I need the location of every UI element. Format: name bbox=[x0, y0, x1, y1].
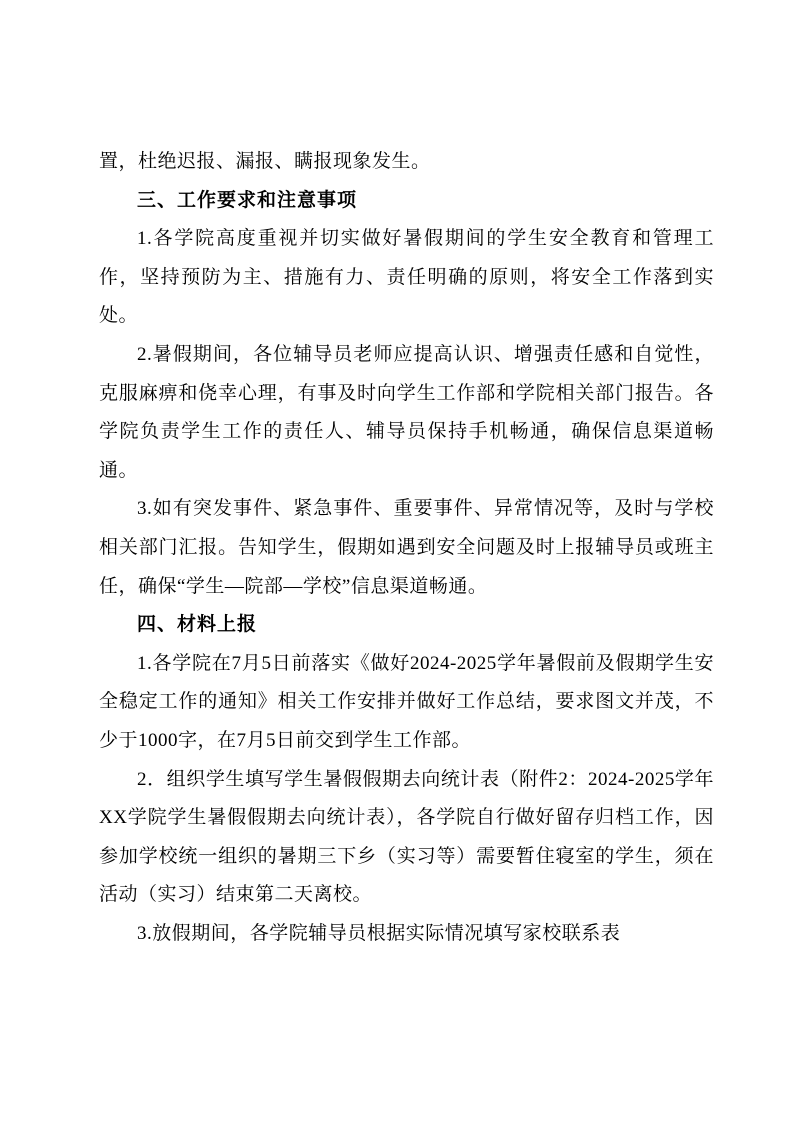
paragraph-item-2: 2.暑假期间，各位辅导员老师应提高认识、增强责任感和自觉性，克服麻痹和侥幸心理，有事及时向学生工作部和学院相关部门报告。各学院负责学生工作的责任人、辅导员保持手机畅通，确保信息渠道畅通。 bbox=[99, 343, 714, 481]
paragraph-item-1: 1.各学院高度重视并切实做好暑假期间的学生安全教育和管理工作，坚持预防为主、措施有力、责任明确的原则，将安全工作落到实处。 bbox=[99, 228, 714, 327]
paragraph-item-5: 2．组织学生填写学生暑假假期去向统计表（附件2：2024-2025学年XX学院学生暑假假期去向统计表），各学院自行做好留存归档工作，因参加学校统一组织的暑期三下乡（实习等）需要暂住寝室的学生，须在活动（实习）结束第二天离校。 bbox=[99, 768, 714, 906]
paragraph-item-4: 1.各学院在7月5日前落实《做好2024-2025学年暑假前及假期学生安全稳定工作的通知》相关工作安排并做好工作总结，要求图文并茂，不少于1000字，在7月5日前交到学生工作部。 bbox=[99, 652, 714, 751]
paragraph-continuation: 置，杜绝迟报、漏报、瞒报现象发生。 bbox=[99, 151, 431, 172]
paragraph-item-3: 3.如有突发事件、紧急事件、重要事件、异常情况等，及时与学校相关部门汇报。告知学生，假期如遇到安全问题及时上报辅导员或班主任，确保“学生—院部—学校”信息渠道畅通。 bbox=[99, 498, 714, 597]
section-heading-four: 四、材料上报 bbox=[137, 614, 258, 636]
section-heading-three: 三、工作要求和注意事项 bbox=[137, 189, 358, 211]
paragraph-item-6: 3.放假期间，各学院辅导员根据实际情况填写家校联系表 bbox=[137, 922, 621, 944]
